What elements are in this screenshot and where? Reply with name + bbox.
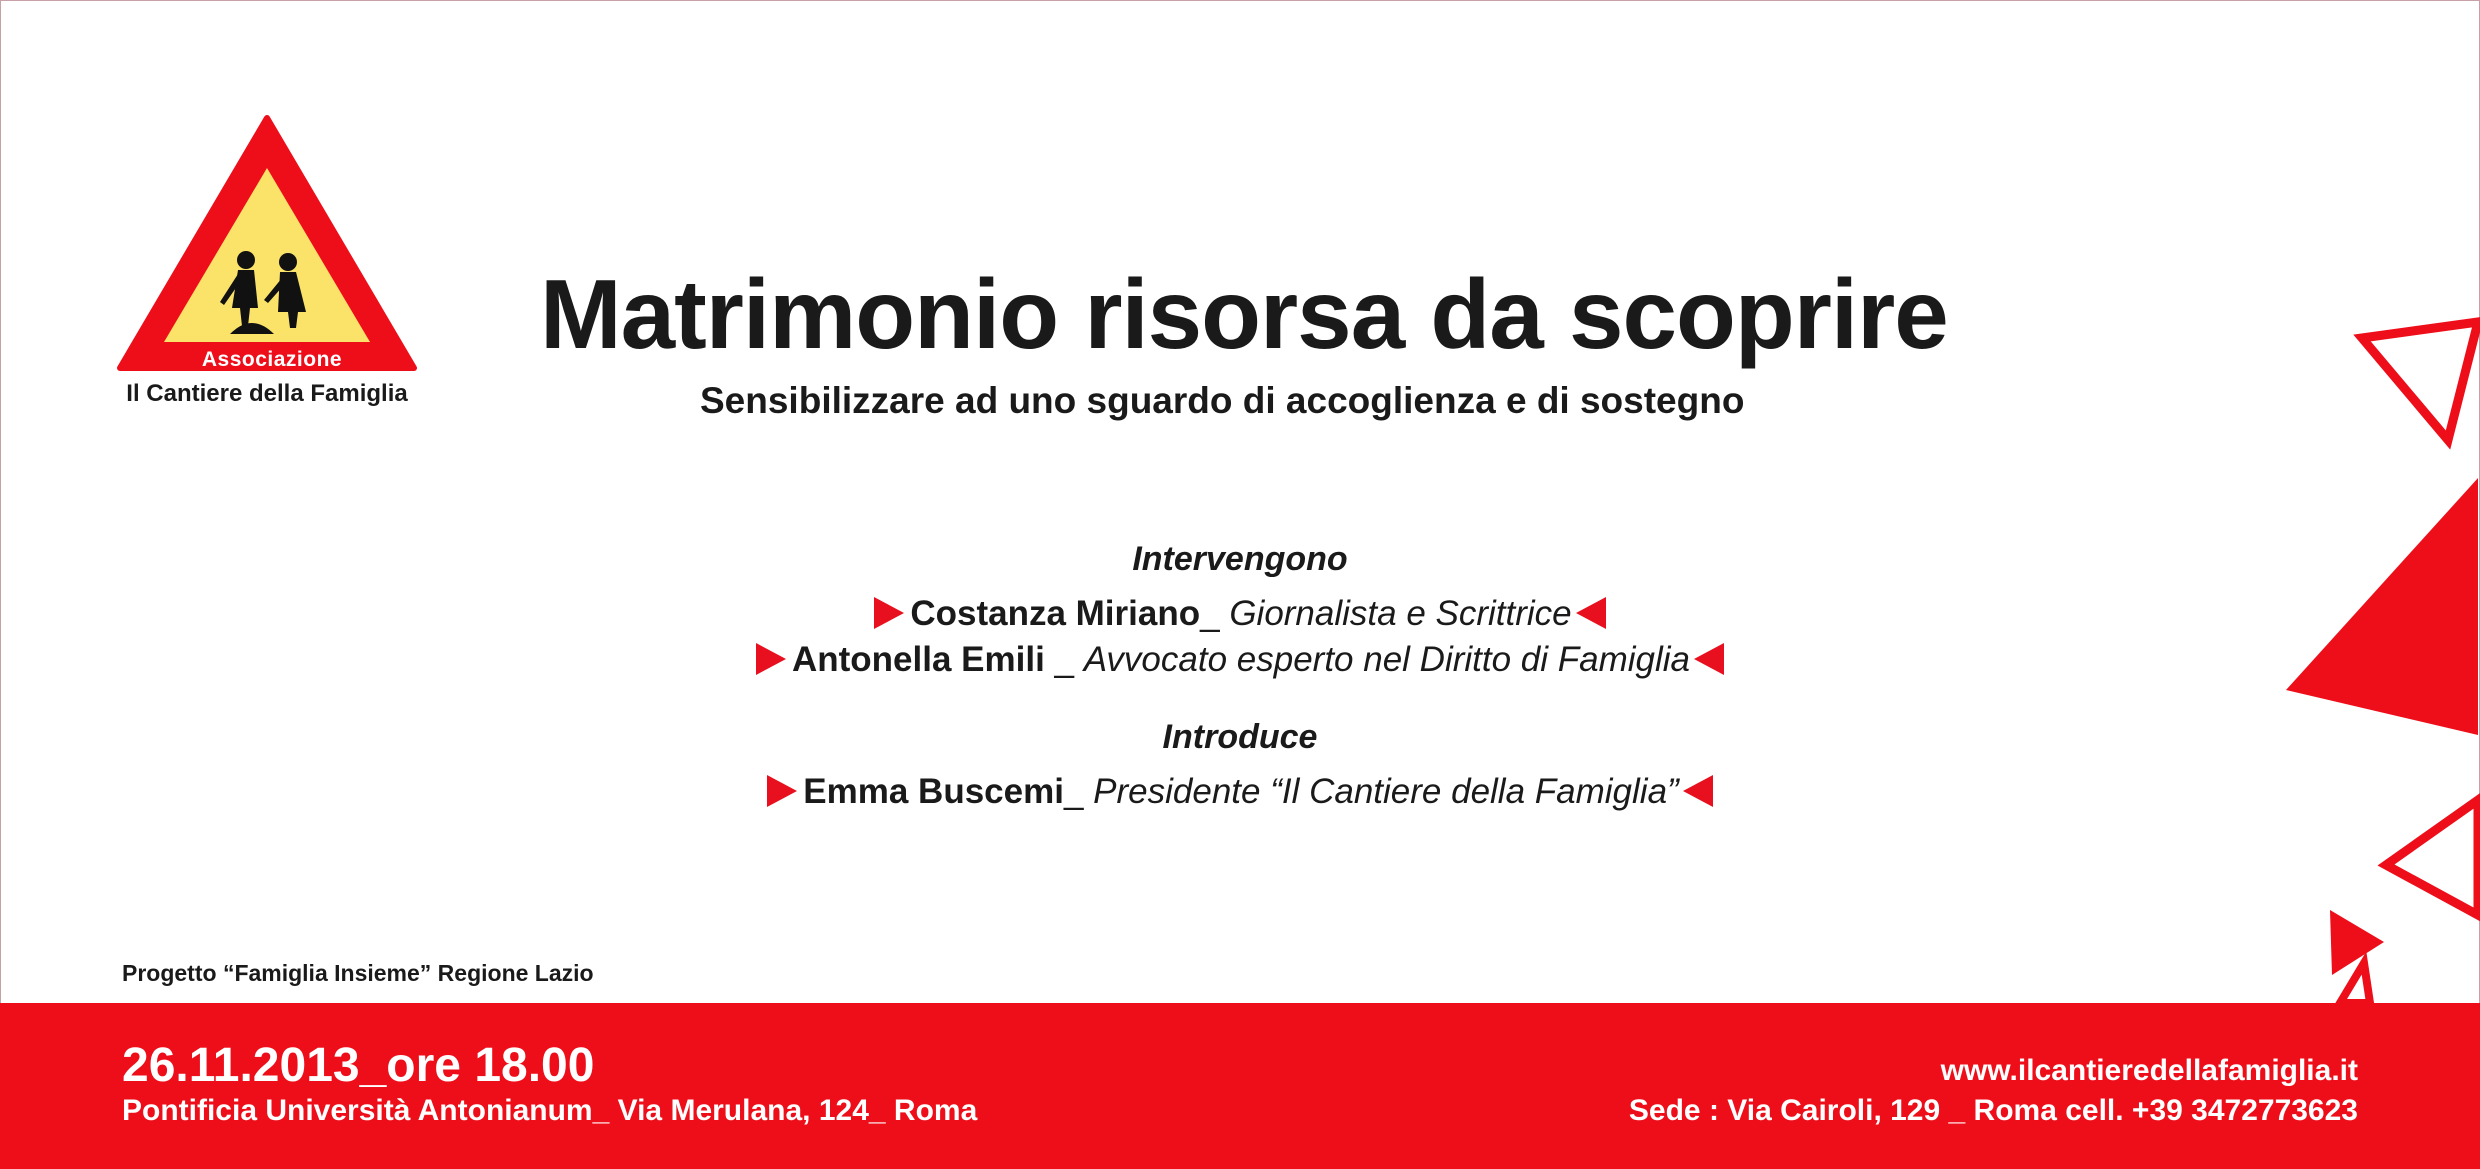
arrow-left-icon — [1694, 643, 1724, 675]
speaker-name: Antonella Emili — [791, 640, 1045, 679]
introducer-row — [600, 772, 1880, 812]
speaker-name: Costanza Miriano — [910, 594, 1201, 633]
website-link[interactable]: www.ilcantieredellafamiglia.it — [1940, 1054, 2358, 1087]
speaker-role: Avvocato esperto nel Diritto di Famiglia — [1083, 640, 1691, 679]
arrow-left-icon — [1576, 597, 1606, 629]
speaker-row — [600, 640, 1880, 680]
introducer-separator: _ — [1063, 772, 1094, 811]
event-date-time: 26.11.2013_ore 18.00 — [122, 1039, 595, 1092]
logo-association-label: Associazione — [201, 348, 343, 371]
decorative-triangle-icon — [2386, 800, 2478, 915]
arrow-right-icon — [756, 643, 786, 675]
speaker-role: Giornalista e Scrittrice — [1229, 594, 1572, 633]
decorative-triangle-icon — [2286, 478, 2478, 735]
speakers-heading-block — [600, 540, 1880, 579]
logo-name: Il Cantiere della Famiglia — [126, 380, 408, 407]
decorative-triangle-icon — [2330, 910, 2384, 975]
introducer-role: Presidente “Il Cantiere della Famiglia” — [1093, 772, 1679, 811]
event-venue: Pontificia Università Antonianum_ Via Merulana, 124_ Roma — [122, 1094, 978, 1127]
speakers-heading: Intervengono — [1132, 540, 1348, 578]
introducer-heading-block — [600, 718, 1880, 757]
event-title: Matrimonio risorsa da scoprire — [540, 259, 1948, 369]
decorative-triangle-icon — [2362, 322, 2478, 440]
speaker-separator: _ — [1044, 640, 1084, 679]
arrow-left-icon — [1683, 775, 1713, 807]
association-logo — [112, 112, 422, 412]
road-works-sign-icon — [112, 112, 422, 372]
speaker-row — [600, 594, 1880, 634]
speaker-separator: _ — [1200, 594, 1230, 633]
introducer-heading: Introduce — [1162, 718, 1318, 756]
contact-info: Sede : Via Cairoli, 129 _ Roma cell. +39 3472773623 — [1628, 1094, 2358, 1127]
arrow-right-icon — [874, 597, 904, 629]
project-note: Progetto “Famiglia Insieme” Regione Lazio — [122, 960, 594, 986]
introducer-name: Emma Buscemi — [803, 772, 1064, 811]
decorative-triangle-icon — [2340, 963, 2370, 1003]
event-subtitle: Sensibilizzare ad uno sguardo di accoglienza e di sostegno — [700, 380, 1745, 421]
arrow-right-icon — [767, 775, 797, 807]
